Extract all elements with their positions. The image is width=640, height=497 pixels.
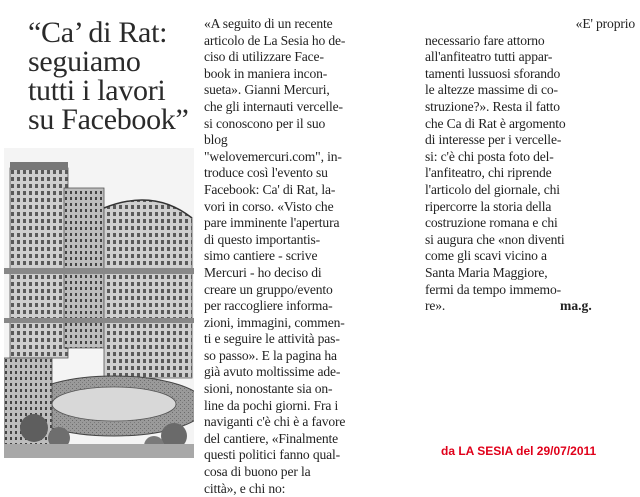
text-line: blog <box>204 132 228 148</box>
text-line: «E' proprio <box>575 16 635 31</box>
article-column-1 <box>204 16 409 497</box>
text-line: città», e chi no: <box>204 480 286 496</box>
headline-line: “Ca’ di Rat: <box>28 16 168 49</box>
text-line: naviganti c'è chi è a favore <box>204 414 346 430</box>
text-line: di interesse per i vercelle- <box>425 132 562 148</box>
text-line: struzione?». Resta il fatto <box>425 98 560 114</box>
source-label: da LA SESIA del 29/07/2011 <box>441 444 597 458</box>
text-line: vori in corso. «Visto che <box>204 198 334 214</box>
text-line: ciso di utilizzare Face- <box>204 49 324 65</box>
headline-line: seguiamo <box>28 45 141 78</box>
text-line: «A seguito di un recente <box>204 16 333 31</box>
text-line: si augura che «non diventi <box>425 231 565 247</box>
text-line: del cantiere, «Finalmente <box>204 430 339 446</box>
headline <box>28 18 198 134</box>
text-line: ripercorre la storia della <box>425 198 552 214</box>
text-line: necessario fare attorno <box>425 32 545 48</box>
text-line: "welovemercuri.com", in- <box>204 148 342 164</box>
text-line: tamenti lussuosi sforando <box>425 65 561 81</box>
text-line: line da pochi giorni. Fra i <box>204 397 339 413</box>
text-line: Santa Maria Maggiore, <box>425 264 548 280</box>
text-line: di questo importantis- <box>204 231 321 247</box>
text-line: si conoscono per il suo <box>204 115 326 131</box>
author-signature: ma.g. <box>560 298 592 313</box>
text-line: per raccogliere informa- <box>204 298 333 314</box>
text-line: sioni, nonostante sia on- <box>204 381 333 397</box>
text-line: fermi da tempo immemo- <box>425 281 561 297</box>
text-line: so passo». E la pagina ha <box>204 347 337 363</box>
text-line: all'anfiteatro tutti appar- <box>425 49 553 65</box>
headline-line: su Facebook” <box>28 103 189 136</box>
text-line: re». <box>425 298 446 314</box>
building-rendering-image <box>4 148 194 458</box>
text-line: troduce così l'evento su <box>204 165 328 181</box>
text-line: si: c'è chi posta foto del- <box>425 148 554 164</box>
text-line: book in maniera incon- <box>204 65 328 81</box>
text-line: pare imminente l'apertura <box>204 215 340 231</box>
article-column-2 <box>425 16 635 315</box>
text-line: creare un gruppo/evento <box>204 281 333 297</box>
text-line: le altezze massime di co- <box>425 82 558 98</box>
text-line: Mercuri - ho deciso di <box>204 264 322 280</box>
text-line: l'anfiteatro, chi riprende <box>425 165 552 181</box>
text-line: questi politici fanno qual- <box>204 447 341 463</box>
text-line: costruzione romana e chi <box>425 215 558 231</box>
text-line: che Ca di Rat è argomento <box>425 115 566 131</box>
text-line: già avuto moltissime ade- <box>204 364 341 380</box>
text-line: simo cantiere - scrive <box>204 248 318 264</box>
text-line: come gli scavi vicino a <box>425 248 547 264</box>
text-line: articolo de La Sesia ho de- <box>204 32 346 48</box>
text-line: Facebook: Ca' di Rat, la- <box>204 181 336 197</box>
text-line: cosa di buono per la <box>204 464 311 480</box>
headline-line: tutti i lavori <box>28 74 166 107</box>
text-line: ti e seguire le attività pas- <box>204 331 340 347</box>
text-line: che gli internauti vercelle- <box>204 98 343 114</box>
text-line: sueta». Gianni Mercuri, <box>204 82 330 98</box>
text-line: l'articolo del giornale, chi <box>425 181 560 197</box>
text-line: zioni, immagini, commen- <box>204 314 345 330</box>
